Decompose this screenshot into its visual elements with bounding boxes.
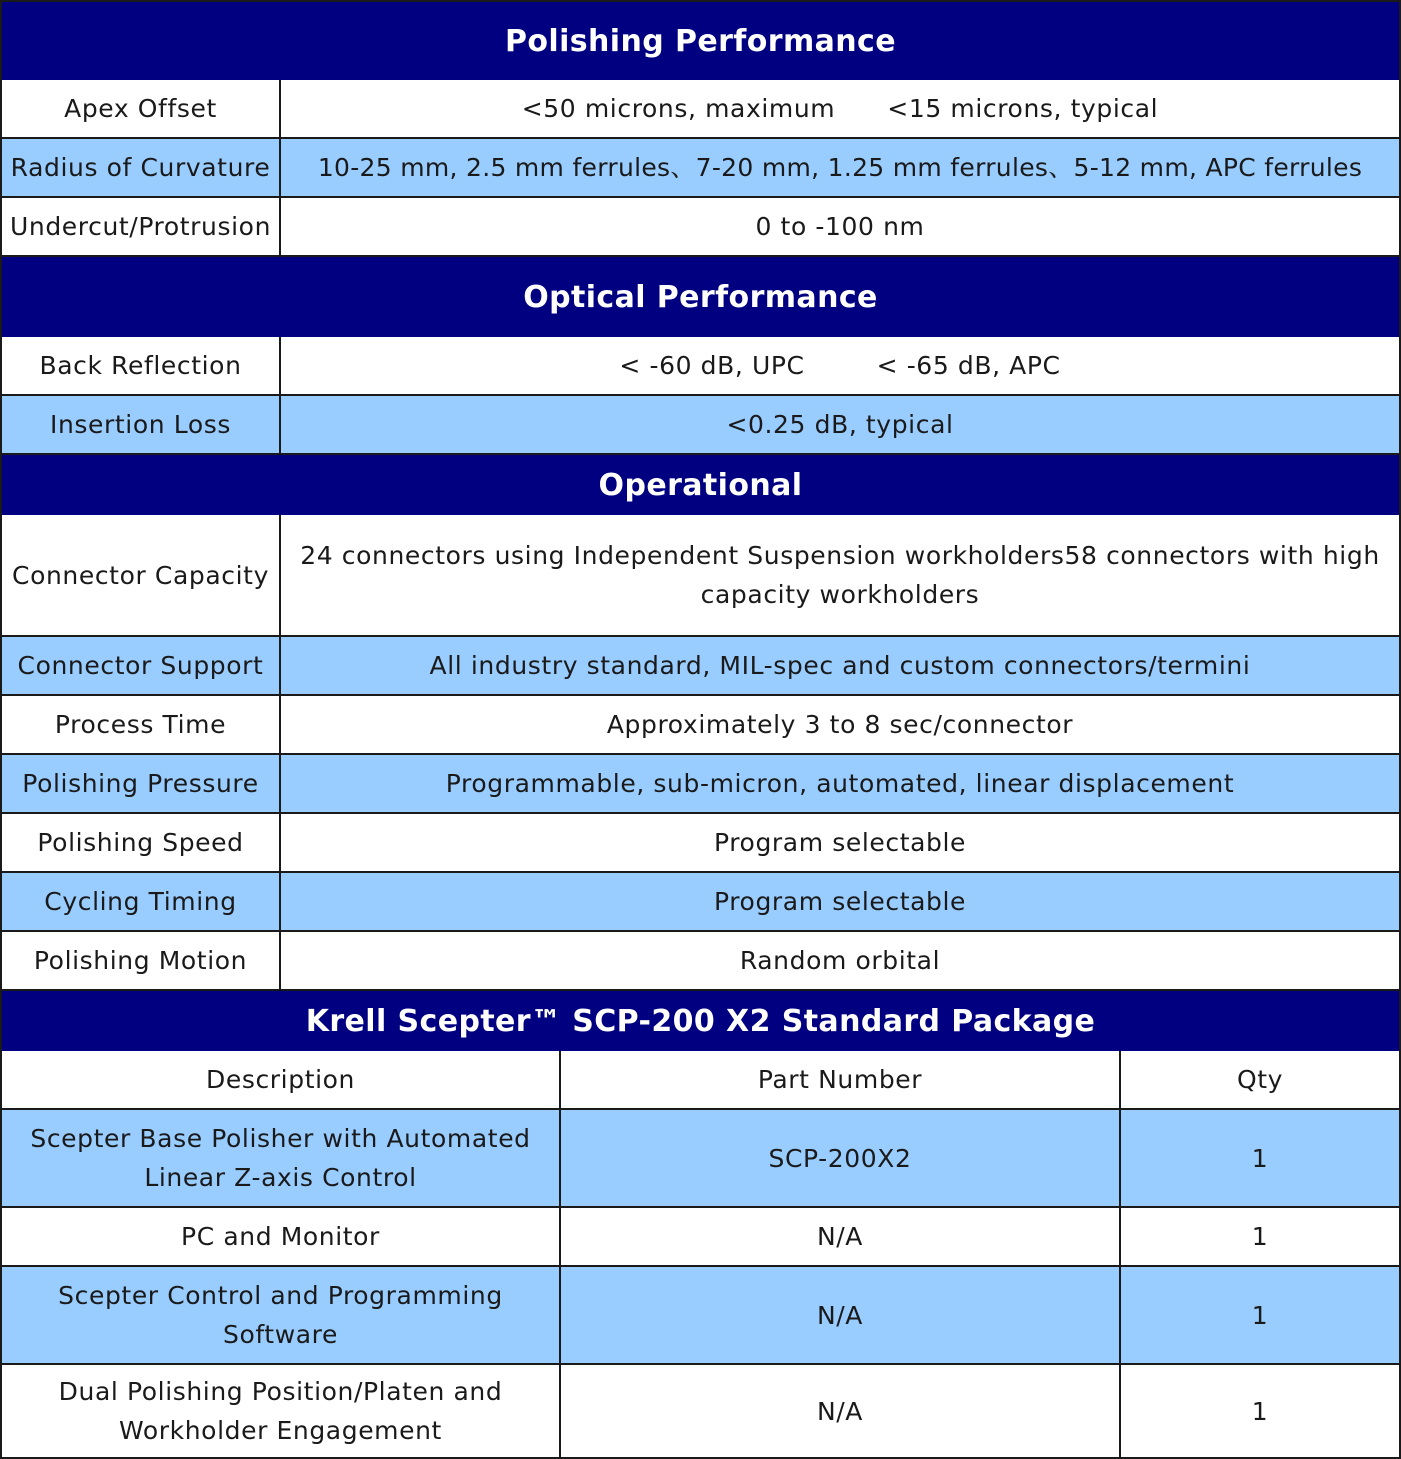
spec-label: Apex Offset [0,80,281,139]
column-header-description: Description [0,1051,561,1110]
package-part-number: N/A [561,1208,1121,1267]
package-header-row [0,1051,1401,1110]
spec-value-apc: < -65 dB, APC [876,351,1061,380]
spec-label: Back Reflection [0,337,281,396]
spec-row-cycling-timing [0,873,1401,932]
package-row [0,1267,1401,1365]
spec-label: Polishing Speed [0,814,281,873]
column-header-part-number: Part Number [561,1051,1121,1110]
package-part-number: N/A [561,1267,1121,1365]
package-qty: 1 [1121,1110,1401,1208]
package-qty: 1 [1121,1267,1401,1365]
spec-value-max: <50 microns, maximum [521,94,836,123]
spec-label: Process Time [0,696,281,755]
section-header-operational: Operational [0,455,1401,515]
spec-value: 10-25 mm, 2.5 mm ferrules、7-20 mm, 1.25 mm ferrules、5-12 mm, APC ferrules [281,139,1401,198]
spec-row-polishing-speed [0,814,1401,873]
spec-row-connector-support [0,637,1401,696]
spec-label: Connector Support [0,637,281,696]
column-header-qty: Qty [1121,1051,1401,1110]
spec-label: Radius of Curvature [0,139,281,198]
spec-value: Program selectable [281,814,1401,873]
package-row [0,1110,1401,1208]
spec-value [281,80,1401,139]
package-row [0,1208,1401,1267]
spec-value-typical: <15 microns, typical [887,94,1159,123]
spec-value-upc: < -60 dB, UPC [619,351,805,380]
package-description: Dual Polishing Position/Platen and Workholder Engagement [0,1365,561,1459]
spec-row-apex-offset [0,80,1401,139]
spec-row-polishing-pressure [0,755,1401,814]
section-header-polishing: Polishing Performance [0,0,1401,80]
spec-value: <0.25 dB, typical [281,396,1401,455]
spec-value: Program selectable [281,873,1401,932]
spec-value [281,337,1401,396]
package-qty: 1 [1121,1208,1401,1267]
spec-value: Random orbital [281,932,1401,991]
package-part-number: SCP-200X2 [561,1110,1121,1208]
spec-value: 24 connectors using Independent Suspension workholders58 connectors with high capacity workholders [281,515,1401,637]
spec-row-undercut-protrusion [0,198,1401,257]
spec-label: Undercut/Protrusion [0,198,281,257]
package-part-number: N/A [561,1365,1121,1459]
spec-label: Cycling Timing [0,873,281,932]
spec-value: Programmable, sub-micron, automated, linear displacement [281,755,1401,814]
spec-row-polishing-motion [0,932,1401,991]
spec-row-back-reflection [0,337,1401,396]
spec-label: Insertion Loss [0,396,281,455]
package-description: Scepter Base Polisher with Automated Linear Z-axis Control [0,1110,561,1208]
spec-row-process-time [0,696,1401,755]
section-header-package: Krell Scepter™ SCP-200 X2 Standard Package [0,991,1401,1051]
section-header-optical: Optical Performance [0,257,1401,337]
spec-row-connector-capacity [0,515,1401,637]
spec-label: Polishing Motion [0,932,281,991]
spec-label: Polishing Pressure [0,755,281,814]
spec-value: All industry standard, MIL-spec and custom connectors/termini [281,637,1401,696]
spec-value: Approximately 3 to 8 sec/connector [281,696,1401,755]
package-description: Scepter Control and Programming Software [0,1267,561,1365]
package-description: PC and Monitor [0,1208,561,1267]
package-qty: 1 [1121,1365,1401,1459]
spec-label: Connector Capacity [0,515,281,637]
spec-row-insertion-loss [0,396,1401,455]
spec-row-radius-of-curvature [0,139,1401,198]
spec-value: 0 to -100 nm [281,198,1401,257]
package-row [0,1365,1401,1459]
